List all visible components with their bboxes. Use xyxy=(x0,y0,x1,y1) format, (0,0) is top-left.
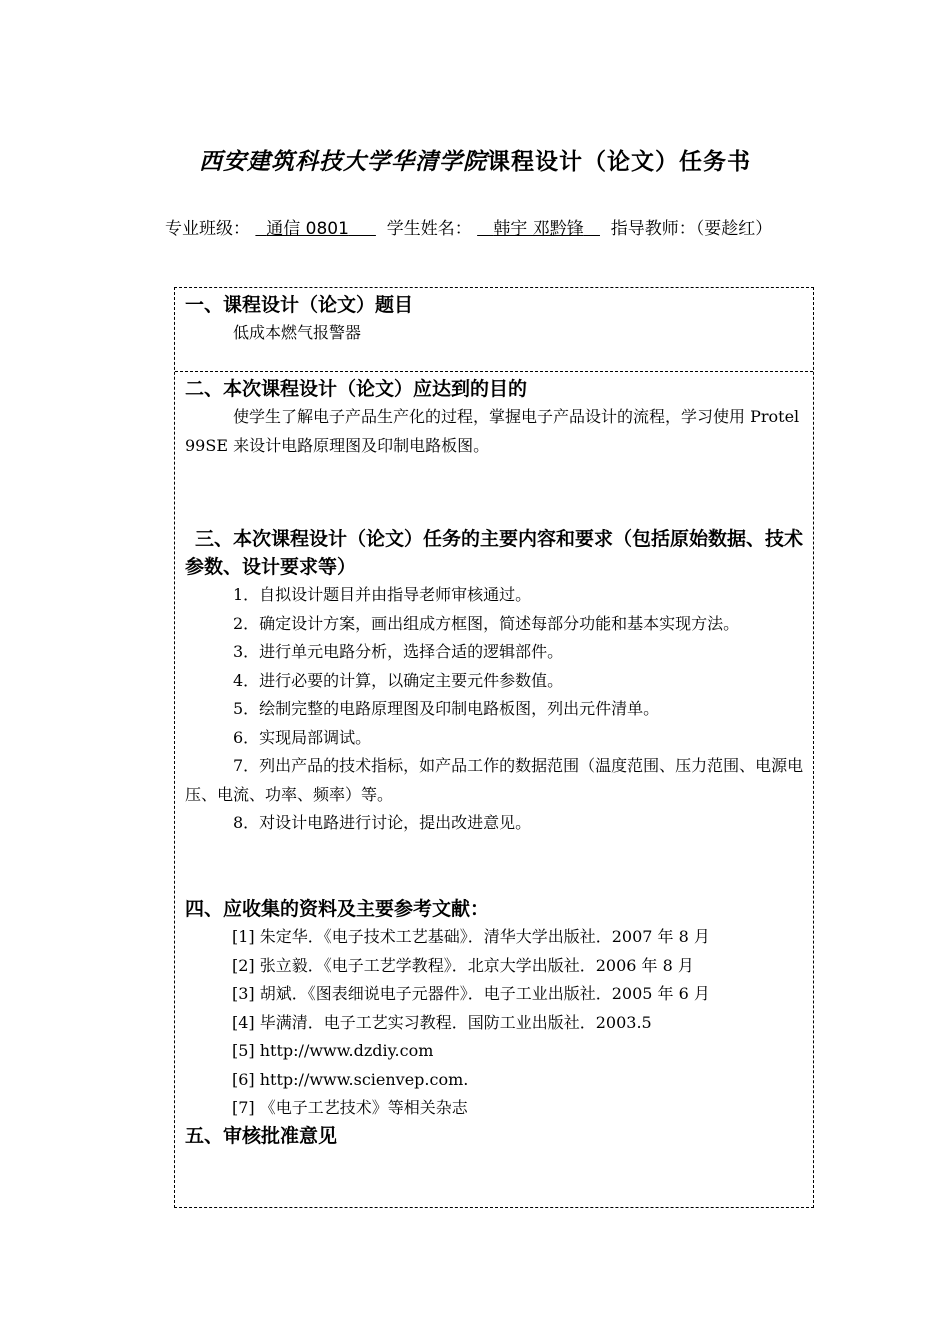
student-value: 韩宇 邓黔锋 xyxy=(493,219,584,239)
reference-item: [7] 《电子工艺技术》等相关杂志 xyxy=(232,1098,468,1117)
list-item: 6．实现局部调试。 xyxy=(233,727,372,747)
section-purpose xyxy=(185,375,805,460)
list-item: 4．进行必要的计算，以确定主要元件参数值。 xyxy=(233,670,564,690)
section-heading: 三、本次课程设计（论文）任务的主要内容和要求（包括原始数据、技术参数、设计要求等） xyxy=(185,528,804,578)
task-table xyxy=(174,287,814,1208)
section-topic xyxy=(185,291,805,348)
reference-item: [5] http://www.dzdiy.com xyxy=(232,1041,434,1060)
list-item: 5．绘制完整的电路原理图及印制电路板图，列出元件清单。 xyxy=(233,699,660,718)
reference-item: [2] 张立毅．《电子工艺学教程》．北京大学出版社．2006 年 8 月 xyxy=(232,955,694,975)
topic-text: 低成本燃气报警器 xyxy=(233,323,362,342)
section-heading: 五、审核批准意见 xyxy=(185,1125,338,1147)
document-title xyxy=(0,143,950,176)
list-item: 2．确定设计方案，画出组成方框图，简述每部分功能和基本实现方法。 xyxy=(233,613,740,633)
reference-item: [4] 毕满清．电子工艺实习教程．国防工业出版社．2003.5 xyxy=(232,1012,652,1032)
major-label: 专业班级： xyxy=(165,219,250,239)
list-item: 3．进行单元电路分析，选择合适的逻辑部件。 xyxy=(233,642,564,661)
list-item: 7．列出产品的技术指标，如产品工作的数据范围（温度范围、压力范围、电源电压、电流、功率、频率）等。 xyxy=(185,756,804,804)
title-main: 课程设计（论文）任务书 xyxy=(487,149,751,175)
list-item: 8．对设计电路进行讨论，提出改进意见。 xyxy=(233,813,532,832)
section-heading: 四、应收集的资料及主要参考文献： xyxy=(185,898,490,920)
student-label: 学生姓名： xyxy=(386,219,472,239)
title-school: 西安建筑科技大学华清学院 xyxy=(199,148,487,175)
reference-item: [6] http://www.scienvep.com. xyxy=(232,1069,469,1089)
section-divider xyxy=(175,371,813,372)
section-requirements xyxy=(185,525,805,838)
teacher-label: 指导教师：（要趁红） xyxy=(610,219,773,239)
section-heading: 二、本次课程设计（论文）应达到的目的 xyxy=(185,378,528,400)
major-value: 通信 0801 xyxy=(266,219,349,239)
section-heading: 一、课程设计（论文）题目 xyxy=(185,294,414,316)
reference-item: [3] 胡斌．《图表细说电子元器件》．电子工业出版社．2005 年 6 月 xyxy=(232,984,710,1003)
reference-item: [1] 朱定华．《电子技术工艺基础》．清华大学出版社．2007 年 8 月 xyxy=(232,927,710,946)
section-approval xyxy=(185,1122,805,1150)
student-info xyxy=(165,209,825,249)
list-item: 1．自拟设计题目并由指导老师审核通过。 xyxy=(233,585,532,604)
section-references xyxy=(185,895,805,1123)
purpose-text: 使学生了解电子产品生产化的过程，掌握电子产品设计的流程，学习使用 Protel 99SE 来设计电路原理图及印制电路板图。 xyxy=(185,407,800,455)
